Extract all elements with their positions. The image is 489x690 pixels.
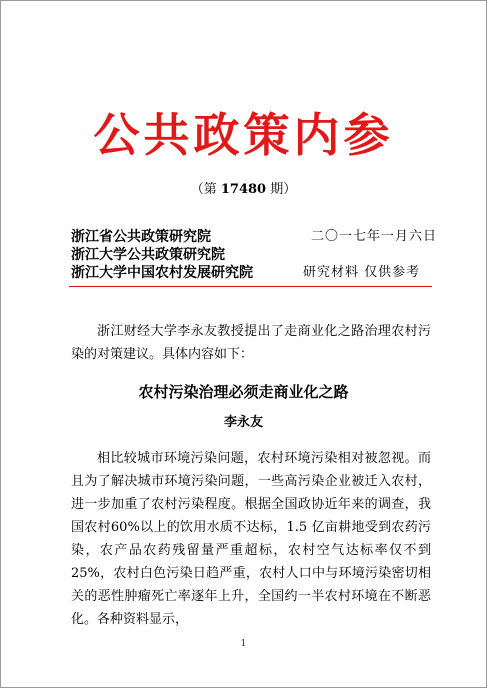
- intro-paragraph: 浙江财经大学李永友教授提出了走商业化之路治理农村污染的对策建议。具体内容如下：: [71, 324, 431, 362]
- article-body: [71, 447, 431, 631]
- issue-prefix: （第: [190, 182, 217, 197]
- publisher-organizations: [71, 228, 253, 282]
- material-note: 研究材料 仅供参考: [303, 265, 421, 280]
- issue-number: [1, 182, 486, 198]
- issue-number-value: 17480: [220, 182, 267, 197]
- publication-date: 二〇一七年一月六日: [311, 229, 438, 244]
- header-divider: [69, 286, 432, 287]
- organization-name: 浙江省公共政策研究院: [71, 229, 211, 245]
- body-paragraph: 相比较城市环境污染问题，农村环境污染相对被忽视。而且为了解决城市环境污染问题，一些高污染企业被迁入农村，进一步加重了农村污染程度。根据全国政协近年来的调查，我国农村60%以上的饮用水质不达标，1.5 亿亩耕地受到农药污染，农产品农药残留量严重超标，农村空气达标率仅不到 25%，农村白色污染日趋严重，农村人口中与环境污染密切相关的恶性肿瘤死亡率逐年上升，全国约一半农村环境在不断恶化。各种资料显示，: [71, 451, 431, 627]
- masthead-title: 公共政策内参: [93, 108, 394, 162]
- organization-name: 浙江大学中国农村发展研究院: [71, 265, 253, 281]
- issue-suffix: 期）: [270, 182, 297, 197]
- page-number: 1: [240, 639, 247, 649]
- article-author: 李永友: [223, 415, 263, 430]
- organization-name: 浙江大学公共政策研究院: [71, 247, 225, 263]
- intro-section: [71, 320, 431, 366]
- article-title: 农村污染治理必须走商业化之路: [138, 383, 349, 401]
